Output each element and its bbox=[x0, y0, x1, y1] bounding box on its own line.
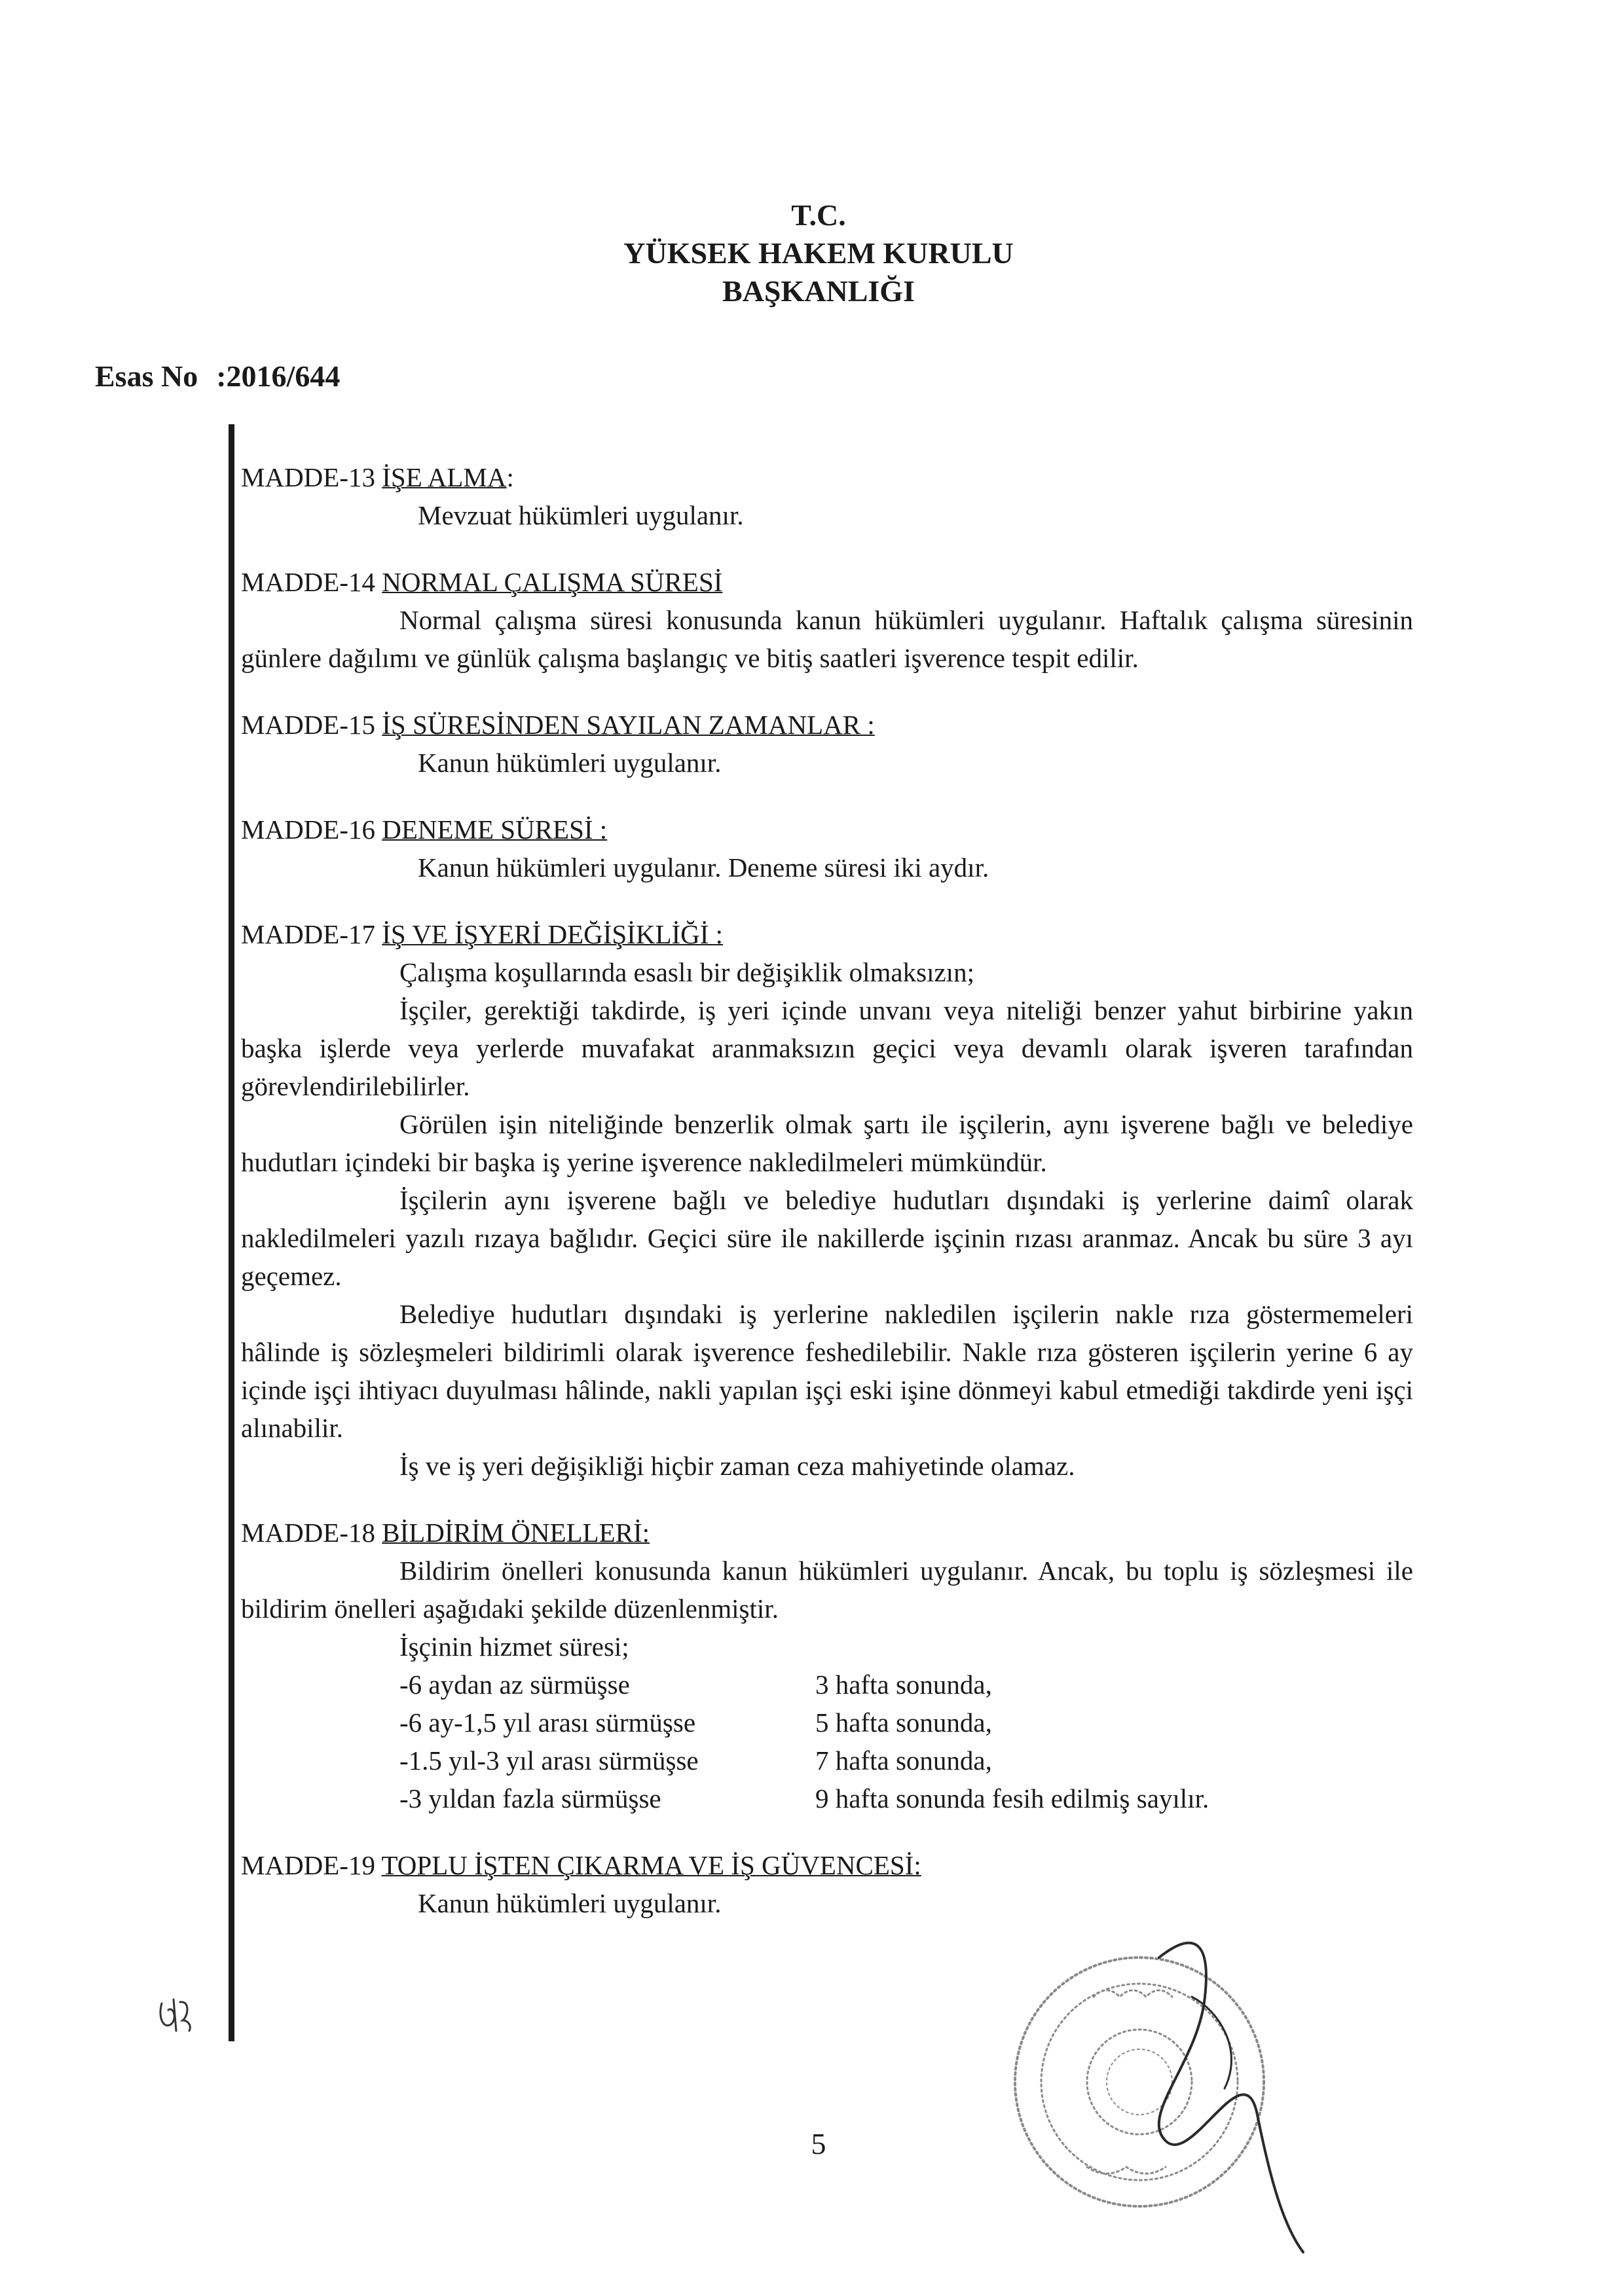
article-text: Bildirim önelleri konusunda kanun hükümleri uygulanır. Ancak, bu toplu iş sözleşmesi ile bildirim önelleri aşağıdaki şekilde düzenlenmiştir. bbox=[241, 1556, 1413, 1624]
article-text: Kanun hükümleri uygulanır. Deneme süresi iki aydır. bbox=[418, 852, 989, 883]
article-title: BİLDİRİM ÖNELLERİ: bbox=[382, 1518, 650, 1548]
notice-row bbox=[241, 1666, 1413, 1704]
article-title: TOPLU İŞTEN ÇIKARMA VE İŞ GÜVENCESİ: bbox=[381, 1850, 921, 1880]
case-number-label: Esas No bbox=[95, 359, 198, 393]
case-number-value: :2016/644 bbox=[216, 359, 341, 393]
article-heading bbox=[241, 563, 1413, 601]
article-title: İŞ VE İŞYERİ DEĞİŞİKLİĞİ : bbox=[382, 919, 724, 949]
margin-rule bbox=[229, 424, 234, 2041]
notice-duration: -6 ay-1,5 yıl arası sürmüşse bbox=[399, 1707, 696, 1738]
article-text: Mevzuat hükümleri uygulanır. bbox=[418, 500, 744, 530]
notice-duration: -1.5 yıl-3 yıl arası sürmüşse bbox=[399, 1745, 699, 1776]
article-heading bbox=[241, 1846, 1413, 1884]
article-18 bbox=[241, 1514, 1413, 1817]
article-heading bbox=[241, 811, 1413, 848]
notice-period: 7 hafta sonunda, bbox=[815, 1745, 992, 1776]
article-title-suffix: : bbox=[506, 462, 514, 492]
notice-period: 9 hafta sonunda fesih edilmiş sayılır. bbox=[815, 1783, 1209, 1813]
article-15 bbox=[241, 706, 1413, 782]
article-19 bbox=[241, 1846, 1413, 1922]
article-text: Kanun hükümleri uygulanır. bbox=[418, 1888, 722, 1918]
article-13 bbox=[241, 458, 1413, 534]
notice-period: 3 hafta sonunda, bbox=[815, 1669, 992, 1700]
article-14 bbox=[241, 563, 1413, 677]
article-paragraph: İşçiler, gerektiği takdirde, iş yeri içinde unvanı veya niteliği benzer yahut birbirine yakın başka işlerde veya yerlerde muvafakat aranmaksızın geçici veya devamlı olarak işveren tarafından görevlendirilebilirler. bbox=[241, 995, 1413, 1101]
header-presidency: BAŞKANLIĞI bbox=[722, 274, 915, 308]
article-paragraph: Görülen işin niteliğinde benzerlik olmak şartı ile işçilerin, aynı işverene bağlı ve belediye hudutları içindeki bir başka iş yerine işverence nakledilmeleri mümkündür. bbox=[241, 1109, 1413, 1177]
article-number: MADDE-14 bbox=[241, 567, 375, 597]
article-number: MADDE-19 bbox=[241, 1850, 375, 1880]
case-number bbox=[95, 359, 340, 393]
notice-row bbox=[241, 1704, 1413, 1741]
article-paragraph: Belediye hudutları dışındaki iş yerlerine nakledilen işçilerin nakle rıza göstermemeleri hâlinde iş sözleşmeleri bildirimli olarak işverence feshedilebilir. Nakle rıza gösteren işçilerin yerine 6 ay içinde işçi ihtiyacı duyulması hâlinde, nakli yapılan işçi eski işine dönmeyi kabul etmediği takdirde yeni işçi alınabilir. bbox=[241, 1299, 1413, 1443]
notice-period: 5 hafta sonunda, bbox=[815, 1707, 992, 1738]
header-institution: YÜKSEK HAKEM KURULU bbox=[623, 236, 1014, 270]
article-heading bbox=[241, 915, 1413, 953]
article-text: Kanun hükümleri uygulanır. bbox=[418, 748, 722, 778]
article-paragraph: Çalışma koşullarında esaslı bir değişiklik olmaksızın; bbox=[399, 957, 974, 987]
handwritten-signature-icon bbox=[1159, 1943, 1303, 2252]
document-header bbox=[0, 196, 1624, 310]
header-tc: T.C. bbox=[791, 198, 846, 232]
service-intro bbox=[241, 1628, 1413, 1666]
article-number: MADDE-16 bbox=[241, 814, 375, 845]
notice-duration: -6 aydan az sürmüşse bbox=[399, 1669, 630, 1700]
handwritten-initials-icon bbox=[154, 1990, 200, 2036]
service-intro-text: İşçinin hizmet süresi; bbox=[399, 1631, 629, 1662]
document-body bbox=[241, 458, 1413, 1922]
article-title: İŞE ALMA bbox=[382, 462, 507, 492]
article-title: DENEME SÜRESİ : bbox=[382, 814, 608, 845]
article-number: MADDE-17 bbox=[241, 919, 375, 949]
notice-row bbox=[241, 1779, 1413, 1817]
article-heading bbox=[241, 706, 1413, 744]
official-seal-stamp-icon bbox=[995, 1918, 1362, 2259]
article-number: MADDE-13 bbox=[241, 462, 375, 492]
article-number: MADDE-18 bbox=[241, 1518, 375, 1548]
article-heading bbox=[241, 458, 1413, 496]
article-16 bbox=[241, 811, 1413, 886]
article-17 bbox=[241, 915, 1413, 1485]
article-text: Normal çalışma süresi konusunda kanun hükümleri uygulanır. Haftalık çalışma süresinin günlere dağılımı ve günlük çalışma başlangıç ve bitiş saatleri işverence tespit edilir. bbox=[241, 605, 1413, 673]
page-number: 5 bbox=[811, 2127, 826, 2160]
article-heading bbox=[241, 1514, 1413, 1552]
article-paragraph: İş ve iş yeri değişikliği hiçbir zaman ceza mahiyetinde olamaz. bbox=[399, 1451, 1075, 1481]
article-title: NORMAL ÇALIŞMA SÜRESİ bbox=[382, 567, 723, 597]
notice-row bbox=[241, 1741, 1413, 1779]
article-title: İŞ SÜRESİNDEN SAYILAN ZAMANLAR : bbox=[382, 710, 875, 740]
article-number: MADDE-15 bbox=[241, 710, 375, 740]
article-paragraph: İşçilerin aynı işverene bağlı ve belediye hudutları dışındaki iş yerlerine daimî olarak nakledilmeleri yazılı rızaya bağlıdır. Geçici süre ile nakillerde işçinin rızası aranmaz. Ancak bu süre 3 ayı geçemez. bbox=[241, 1185, 1413, 1291]
notice-duration: -3 yıldan fazla sürmüşse bbox=[399, 1783, 661, 1813]
